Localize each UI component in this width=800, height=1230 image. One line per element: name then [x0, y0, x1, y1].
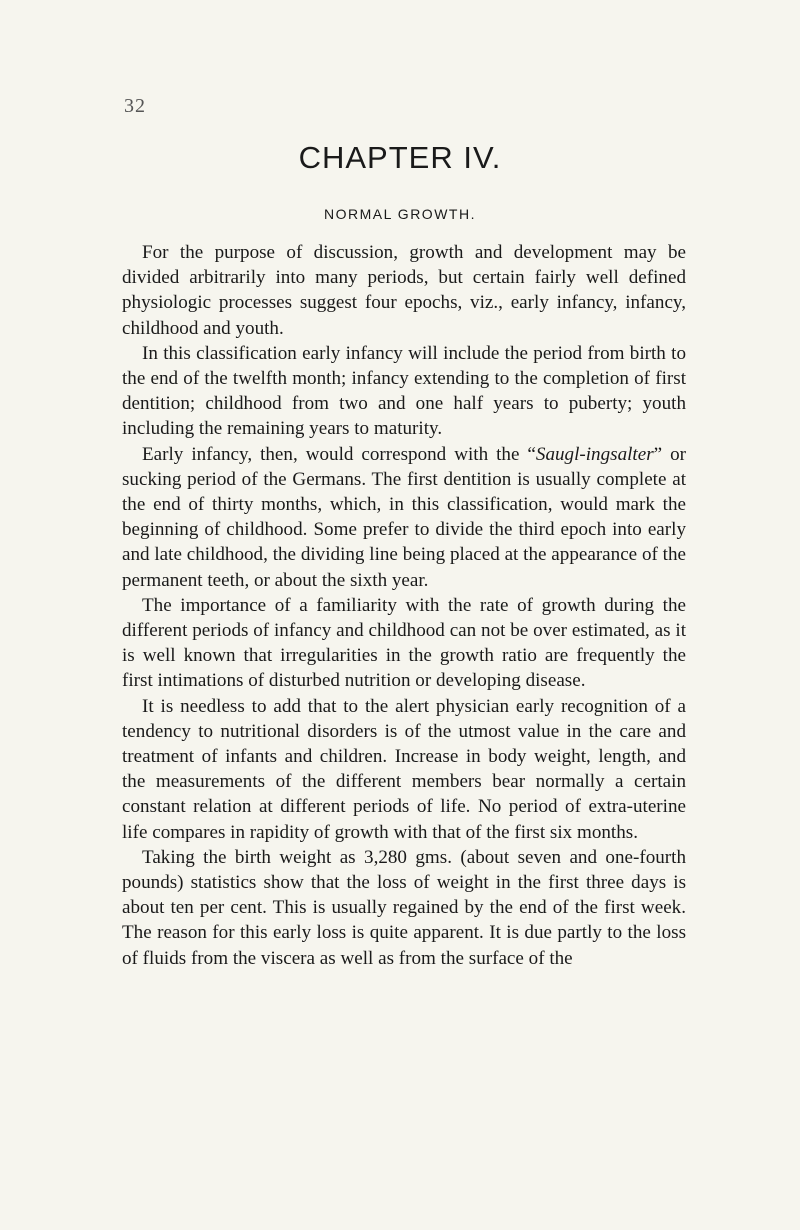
- paragraph: For the purpose of discussion, growth and development may be divided arbitrarily into many periods, but certain fairly well defined physiologic processes suggest four epochs, viz., early infancy, infancy, childhood and youth.: [122, 242, 686, 339]
- paragraph: It is needless to add that to the alert physician early recognition of a tendency to nutritional disorders is of the utmost value in the care and treatment of infants and children. Increase in body weight, length, and the measurements of the different members bear normally a certain constant relation at different periods of life. No period of extra-uterine life compares in rapidity of growth with that of the first six months.: [122, 695, 686, 843]
- section-title: NORMAL GROWTH.: [324, 206, 476, 222]
- paragraph-text: Early infancy, then, would correspond with the “: [142, 443, 536, 465]
- paragraph-text: ” or sucking period of the Germans. The first dentition is usually complete at the end of thirty months, which, in this classification, would mark the beginning of childhood. Some prefer to divide the third epoch into early and late childhood, the dividing line being placed at the appearance of the permanent teeth, or about the sixth year.: [122, 443, 686, 591]
- paragraph: Taking the birth weight as 3,280 gms. (about seven and one-fourth pounds) statistics show that the loss of weight in the first three days is about ten per cent. This is usually regained by the end of the first week. The reason for this early loss is quite apparent. It is due partly to the loss of fluids from the viscera as well as from the surface of the: [122, 846, 686, 969]
- body-text: [122, 240, 686, 971]
- paragraph: [122, 442, 686, 593]
- chapter-title: CHAPTER IV.: [298, 140, 502, 175]
- page-number: 32: [124, 95, 146, 117]
- paragraph: The importance of a familiarity with the rate of growth during the different periods of infancy and childhood can not be over estimated, as it is well known that irregularities in the growth ratio are frequently the first intimations of disturbed nutrition or developing disease.: [122, 594, 686, 692]
- paragraph: In this classification early infancy will include the period from birth to the end of the twelfth month; infancy extending to the completion of first dentition; childhood from two and one half years to puberty; youth including the remaining years to maturity.: [122, 342, 686, 440]
- italic-term: Saugl-ingsalter: [535, 443, 654, 465]
